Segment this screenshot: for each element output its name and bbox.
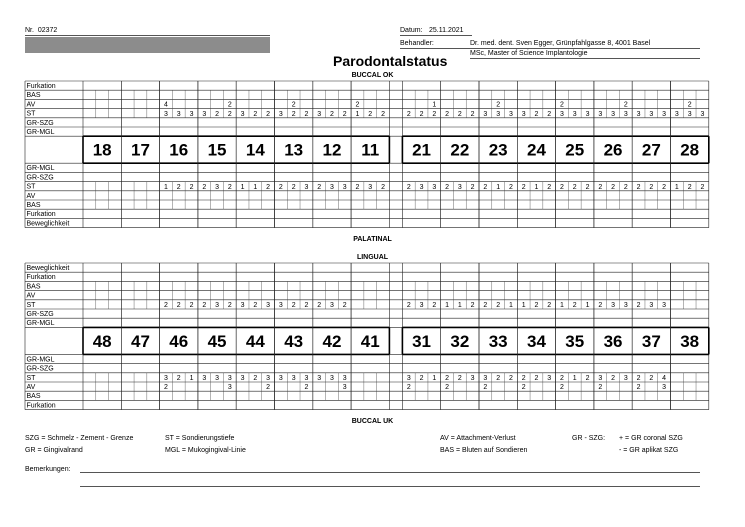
- tooth-number-32: 32: [450, 331, 470, 351]
- upper-av-value: 2: [560, 101, 564, 109]
- lower-av-value: 2: [636, 384, 641, 392]
- lower-st-value: 3: [611, 302, 616, 309]
- lower-label-st: ST: [26, 374, 36, 382]
- upper-st-value: 2: [291, 183, 296, 191]
- lower-av-value: 3: [227, 384, 232, 392]
- upper-st-value: 3: [687, 110, 692, 118]
- datum-value[interactable]: 25.11.2021: [429, 27, 464, 34]
- tooth-number-23: 23: [488, 140, 508, 160]
- lower-label-furkation: Furkation: [26, 274, 56, 282]
- lower-label-beweglichkeit: Beweglichkeit: [26, 265, 70, 272]
- lower-st-value: 2: [508, 375, 513, 382]
- upper-st-value: 2: [470, 183, 475, 191]
- lower-st-value: 4: [662, 375, 667, 382]
- lower-st-value: 2: [176, 302, 181, 309]
- page-title: Parodontalstatus: [333, 53, 448, 69]
- tooth-number-44: 44: [245, 331, 265, 351]
- lower-st-value: 3: [278, 375, 283, 382]
- lower-st-value: 1: [560, 302, 564, 309]
- lower-av-value: 3: [662, 384, 667, 392]
- lower-st-value: 1: [508, 302, 513, 309]
- lower-st-value: 2: [598, 302, 603, 309]
- upper-label-beweglichkeit: Beweglichkeit: [26, 220, 70, 228]
- tooth-number-46: 46: [169, 331, 189, 351]
- lower-st-value: 3: [623, 375, 628, 382]
- lower-st-value: 1: [189, 375, 194, 382]
- lower-st-value: 3: [419, 302, 424, 309]
- tooth-number-17: 17: [130, 140, 150, 160]
- upper-st-value: 2: [266, 110, 271, 118]
- lower-st-value: 3: [662, 302, 667, 309]
- legend-st: ST = Sondierungstiefe: [165, 435, 235, 442]
- upper-st-value: 3: [611, 110, 616, 118]
- upper-st-value: 2: [278, 183, 283, 191]
- upper-st-value: 1: [674, 183, 679, 191]
- upper-st-value: 1: [253, 183, 258, 191]
- lower-st-value: 2: [572, 302, 577, 309]
- lower-st-value: 2: [585, 375, 590, 382]
- lower-st-value: 2: [419, 375, 424, 382]
- upper-st-value: 3: [560, 110, 564, 118]
- tooth-number-12: 12: [322, 140, 342, 160]
- nr-value[interactable]: 02372: [37, 27, 58, 34]
- tooth-number-41: 41: [360, 331, 380, 351]
- lower-st-value: 2: [470, 302, 475, 309]
- legend-av: AV = Attachment-Verlust: [440, 435, 516, 442]
- bemerkungen-label: Bemerkungen:: [25, 466, 71, 473]
- lower-st-value: 3: [266, 375, 271, 382]
- lower-st-value: 3: [317, 375, 322, 382]
- lower-st-value: 2: [189, 302, 194, 309]
- upper-st-value: 1: [496, 183, 501, 191]
- lower-st-value: 2: [547, 302, 552, 309]
- upper-label-furkation: Furkation: [26, 211, 56, 219]
- upper-st-value: 3: [304, 183, 309, 191]
- upper-st-value: 3: [649, 110, 654, 118]
- lower-st-value: 2: [176, 375, 181, 382]
- upper-st-value: 2: [317, 183, 322, 191]
- datum-label: Datum:: [400, 27, 423, 34]
- lower-av-value: 2: [560, 384, 564, 392]
- lower-st-value: 3: [598, 375, 603, 382]
- lower-st-value: 2: [304, 302, 309, 309]
- upper-st-value: 2: [406, 183, 411, 191]
- lower-label-gr-mgl: GR-MGL: [26, 356, 55, 364]
- upper-st-value: 2: [687, 183, 692, 191]
- tooth-number-27: 27: [641, 140, 661, 160]
- upper-label-av: AV: [26, 101, 36, 109]
- upper-st-value: 2: [406, 110, 411, 118]
- lower-st-value: 3: [329, 302, 334, 309]
- behandler-value: Dr. med. dent. Sven Egger, Grünpfahlgasse 8, 4001 Basel: [470, 40, 651, 47]
- upper-av-value: 2: [687, 101, 692, 109]
- lower-st-value: 1: [432, 375, 437, 382]
- upper-av-value: 2: [496, 101, 501, 109]
- legend-plus: + = GR coronal SZG: [619, 435, 683, 442]
- lower-label-st: ST: [26, 301, 36, 309]
- lower-st-value: 2: [560, 375, 564, 382]
- lower-av-value: 2: [445, 384, 450, 392]
- upper-st-value: 3: [164, 110, 168, 118]
- lower-st-value: 3: [406, 375, 411, 382]
- upper-st-value: 3: [368, 183, 373, 191]
- upper-st-value: 3: [240, 110, 245, 118]
- upper-st-value: 3: [189, 110, 194, 118]
- lower-st-value: 2: [202, 302, 207, 309]
- lower-st-value: 2: [227, 302, 232, 309]
- upper-st-value: 3: [278, 110, 283, 118]
- bemerkungen-line-1[interactable]: [80, 472, 700, 473]
- upper-st-value: 2: [572, 183, 577, 191]
- lower-st-value: 2: [496, 375, 501, 382]
- upper-st-value: 3: [700, 110, 705, 118]
- upper-st-value: 2: [547, 183, 552, 191]
- upper-st-value: 2: [508, 183, 513, 191]
- lower-st-value: 3: [649, 302, 654, 309]
- lower-st-value: 1: [457, 302, 462, 309]
- upper-st-value: 2: [598, 183, 603, 191]
- lower-st-value: 2: [291, 302, 296, 309]
- lower-label-gr-mgl: GR-MGL: [26, 320, 55, 328]
- upper-st-value: 2: [470, 110, 475, 118]
- upper-label-gr-szg: GR-SZG: [26, 119, 54, 127]
- lower-st-value: 2: [253, 375, 258, 382]
- lower-av-value: 2: [304, 384, 309, 392]
- tooth-number-35: 35: [565, 331, 585, 351]
- upper-av-value: 4: [164, 101, 168, 109]
- lower-st-value: 2: [611, 375, 616, 382]
- tooth-number-16: 16: [169, 140, 189, 160]
- upper-st-value: 3: [572, 110, 577, 118]
- lower-st-value: 2: [521, 375, 526, 382]
- lower-st-value: 2: [253, 302, 258, 309]
- lower-label-bas: BAS: [26, 283, 41, 291]
- upper-st-value: 2: [585, 183, 590, 191]
- tooth-number-37: 37: [641, 331, 661, 351]
- upper-st-value: 1: [164, 183, 168, 191]
- upper-st-value: 1: [534, 183, 539, 191]
- lower-st-value: 3: [215, 302, 220, 309]
- lower-st-value: 3: [227, 375, 232, 382]
- lower-label-av: AV: [26, 384, 36, 391]
- upper-st-value: 2: [636, 183, 641, 191]
- upper-label-av: AV: [26, 192, 36, 200]
- lower-st-value: 3: [202, 375, 207, 382]
- upper-st-value: 3: [508, 110, 513, 118]
- lower-st-value: 2: [483, 302, 488, 309]
- upper-av-value: 2: [623, 101, 628, 109]
- upper-st-value: 3: [215, 183, 220, 191]
- lower-st-value: 3: [278, 302, 283, 309]
- upper-st-value: 2: [445, 110, 450, 118]
- section-lingual: LINGUAL: [356, 254, 389, 261]
- upper-st-value: 1: [355, 110, 360, 118]
- upper-st-value: 2: [521, 183, 526, 191]
- upper-st-value: 2: [266, 183, 271, 191]
- section-palatinal: PALATINAL: [353, 236, 392, 243]
- upper-label-gr-mgl: GR-MGL: [26, 129, 55, 136]
- upper-st-value: 3: [521, 110, 526, 118]
- tooth-number-28: 28: [680, 140, 700, 160]
- tooth-number-45: 45: [207, 331, 227, 351]
- lower-st-value: 2: [164, 302, 168, 309]
- lower-st-value: 1: [521, 302, 526, 309]
- upper-av-value: 2: [291, 101, 296, 109]
- upper-label-furkation: Furkation: [26, 83, 56, 90]
- lower-st-value: 2: [649, 375, 654, 382]
- upper-st-value: 2: [560, 183, 564, 191]
- bemerkungen-line-2[interactable]: [80, 486, 700, 487]
- lower-st-value: 1: [572, 375, 577, 382]
- upper-label-gr-mgl: GR-MGL: [26, 165, 55, 173]
- upper-av-value: 2: [227, 101, 232, 109]
- legend-mgl: MGL = Mukogingival-Linie: [165, 447, 246, 454]
- upper-st-value: 2: [483, 183, 488, 191]
- upper-st-value: 2: [649, 183, 654, 191]
- lower-st-value: 3: [304, 375, 309, 382]
- upper-st-value: 3: [329, 183, 334, 191]
- lower-av-value: 2: [406, 384, 411, 392]
- upper-st-value: 3: [342, 183, 347, 191]
- tooth-number-31: 31: [412, 331, 432, 351]
- upper-st-value: 3: [585, 110, 590, 118]
- lower-st-value: 3: [483, 375, 488, 382]
- upper-st-value: 2: [202, 183, 207, 191]
- legend-szg: SZG = Schmelz - Zement - Grenze: [25, 435, 134, 442]
- lower-label-furkation: Furkation: [26, 402, 56, 410]
- lower-av-value: 2: [521, 384, 526, 392]
- upper-st-value: 2: [227, 110, 232, 118]
- lower-av-value: 2: [483, 384, 488, 392]
- tooth-number-42: 42: [322, 331, 342, 351]
- legend-minus: - = GR aplikat SZG: [619, 447, 679, 454]
- lower-st-value: 3: [342, 375, 347, 382]
- lower-av-value: 2: [598, 384, 603, 392]
- upper-st-value: 2: [189, 183, 194, 191]
- upper-label-bas: BAS: [26, 202, 41, 209]
- tooth-number-33: 33: [488, 331, 508, 351]
- upper-st-value: 2: [253, 110, 258, 118]
- tooth-number-26: 26: [603, 140, 623, 160]
- tooth-number-34: 34: [526, 331, 546, 351]
- lower-st-value: 2: [534, 375, 539, 382]
- upper-st-value: 2: [381, 183, 385, 191]
- upper-st-value: 2: [227, 183, 232, 191]
- upper-label-bas: BAS: [26, 92, 41, 100]
- tooth-number-14: 14: [245, 140, 265, 160]
- lower-st-value: 3: [215, 375, 220, 382]
- upper-label-st: ST: [26, 110, 36, 118]
- upper-av-value: 2: [355, 101, 360, 109]
- tooth-number-13: 13: [284, 140, 304, 160]
- lower-st-value: 2: [534, 302, 539, 309]
- upper-st-value: 2: [304, 110, 309, 118]
- lower-st-value: 3: [547, 375, 552, 382]
- lower-av-value: 2: [266, 384, 271, 392]
- lower-st-value: 2: [457, 375, 462, 382]
- upper-st-value: 2: [368, 110, 373, 118]
- nr-label: Nr. 02372: [25, 27, 58, 34]
- upper-st-value: 2: [329, 110, 334, 118]
- legend-bas: BAS = Bluten auf Sondieren: [440, 447, 528, 454]
- upper-st-value: 3: [674, 110, 679, 118]
- tooth-number-21: 21: [412, 140, 432, 160]
- lower-label-gr-szg: GR-SZG: [26, 365, 54, 373]
- lower-st-value: 2: [432, 302, 437, 309]
- upper-st-value: 3: [496, 110, 501, 118]
- upper-st-value: 2: [611, 183, 616, 191]
- lower-label-av: AV: [26, 292, 36, 300]
- upper-st-value: 3: [636, 110, 641, 118]
- legend-grszg: GR - SZG:: [572, 435, 606, 442]
- upper-st-value: 3: [623, 110, 628, 118]
- tooth-number-36: 36: [603, 331, 623, 351]
- lower-st-value: 2: [496, 302, 501, 309]
- upper-st-value: 2: [623, 183, 628, 191]
- upper-st-value: 3: [457, 183, 462, 191]
- upper-label-gr-szg: GR-SZG: [26, 174, 54, 182]
- upper-st-value: 3: [598, 110, 603, 118]
- section-buccal-ok: BUCCAL OK: [351, 72, 394, 79]
- behandler-sub: MSc, Master of Science Implantologie: [470, 50, 588, 57]
- lower-st-value: 1: [445, 302, 450, 309]
- upper-st-value: 3: [176, 110, 181, 118]
- lower-st-value: 2: [342, 302, 347, 309]
- lower-label-gr-szg: GR-SZG: [26, 311, 54, 318]
- lower-st-value: 3: [470, 375, 475, 382]
- upper-st-value: 3: [432, 183, 437, 191]
- lower-st-value: 2: [636, 302, 641, 309]
- lower-st-value: 2: [406, 302, 411, 309]
- legend-gr: GR = Gingivalrand: [25, 447, 83, 454]
- upper-st-value: 2: [215, 110, 220, 118]
- upper-st-value: 2: [457, 110, 462, 118]
- tooth-number-48: 48: [92, 331, 112, 351]
- lower-st-value: 2: [636, 375, 641, 382]
- upper-st-value: 3: [419, 183, 424, 191]
- lower-st-value: 3: [164, 375, 168, 382]
- tooth-number-22: 22: [450, 140, 470, 160]
- upper-st-value: 2: [662, 183, 667, 191]
- behandler-label: Behandler:: [400, 40, 434, 47]
- upper-st-value: 2: [445, 183, 450, 191]
- tooth-number-38: 38: [680, 331, 700, 351]
- upper-st-value: 2: [700, 183, 705, 191]
- tooth-number-47: 47: [130, 331, 150, 351]
- section-buccal-uk: BUCCAL UK: [351, 418, 394, 425]
- upper-st-value: 2: [291, 110, 296, 118]
- tooth-number-15: 15: [207, 140, 227, 160]
- tooth-number-43: 43: [284, 331, 304, 351]
- lower-st-value: 3: [266, 302, 271, 309]
- lower-st-value: 3: [240, 302, 245, 309]
- upper-st-value: 3: [202, 110, 207, 118]
- upper-st-value: 2: [547, 110, 552, 118]
- tooth-number-18: 18: [92, 140, 112, 160]
- upper-st-value: 2: [381, 110, 385, 118]
- upper-st-value: 2: [355, 183, 360, 191]
- tooth-number-11: 11: [361, 140, 380, 160]
- lower-st-value: 3: [291, 375, 296, 382]
- upper-st-value: 3: [483, 110, 488, 118]
- upper-st-value: 2: [419, 110, 424, 118]
- upper-st-value: 3: [662, 110, 667, 118]
- lower-st-value: 2: [445, 375, 450, 382]
- lower-label-bas: BAS: [26, 393, 41, 401]
- upper-st-value: 2: [176, 183, 181, 191]
- tooth-number-25: 25: [565, 140, 585, 160]
- upper-st-value: 1: [240, 183, 245, 191]
- upper-label-st: ST: [26, 183, 36, 191]
- upper-st-value: 2: [342, 110, 347, 118]
- lower-st-value: 3: [329, 375, 334, 382]
- lower-st-value: 1: [585, 302, 590, 309]
- lower-av-value: 3: [342, 384, 347, 392]
- upper-st-value: 2: [534, 110, 539, 118]
- lower-av-value: 2: [164, 384, 168, 392]
- lower-st-value: 3: [240, 375, 245, 382]
- upper-st-value: 3: [317, 110, 322, 118]
- upper-av-value: 1: [432, 101, 437, 109]
- upper-st-value: 2: [432, 110, 437, 118]
- tooth-number-24: 24: [526, 140, 546, 160]
- lower-st-value: 2: [317, 302, 322, 309]
- lower-st-value: 3: [623, 302, 628, 309]
